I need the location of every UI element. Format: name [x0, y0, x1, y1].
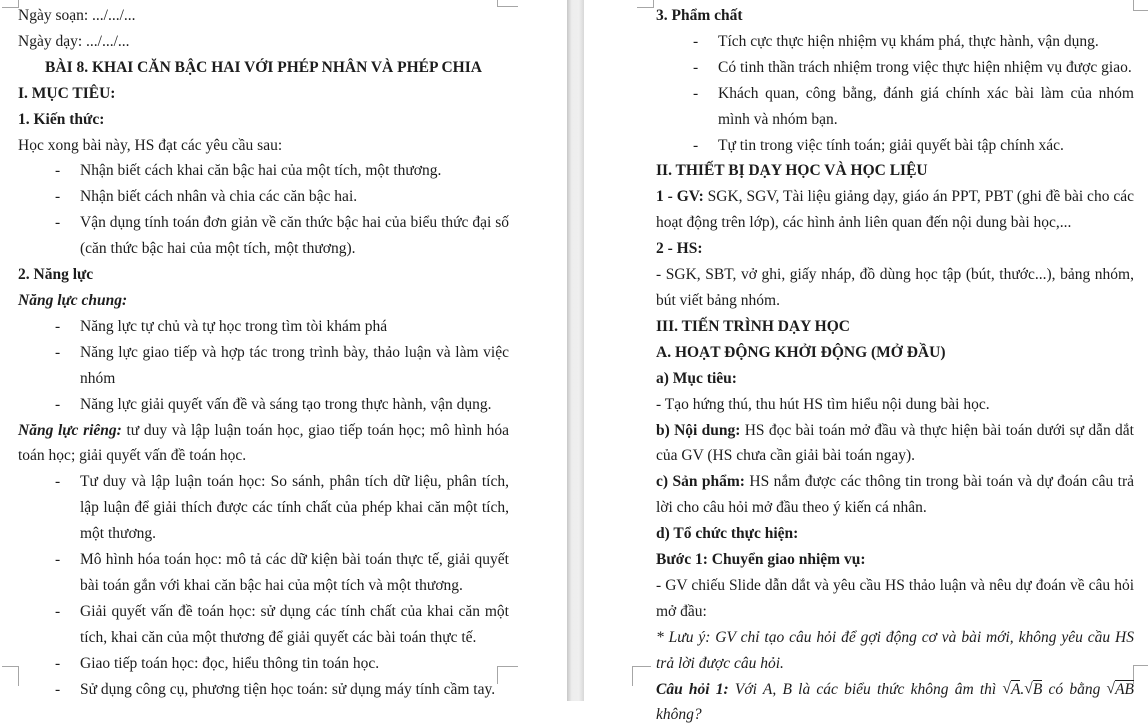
heading: 2. Năng lực [18, 266, 94, 284]
list-item: - Tích cực thực hiện nhiệm vụ khám phá, thực hành, vận dụng. [656, 29, 1134, 55]
text-run: không? [656, 706, 702, 724]
list-item: - Sử dụng công cụ, phương tiện học toán: sử dụng máy tính cầm tay. [18, 677, 509, 703]
margin-corner-mark [1133, 665, 1148, 684]
list-item: - Năng lực giao tiếp và hợp tác trong trình bày, thảo luận và làm việc nhóm [18, 340, 509, 392]
heading: d) Tổ chức thực hiện: [656, 525, 799, 543]
document-page-1[interactable] [0, 0, 568, 701]
text-run: Câu hỏi 1: [656, 680, 729, 698]
bullet-dash: - [55, 317, 61, 335]
bullet-dash: - [693, 136, 699, 154]
margin-corner-mark [637, 0, 654, 8]
bullet-dash: - [693, 58, 699, 76]
bullet-dash: - [693, 84, 699, 102]
square-root-expression: √A [1002, 679, 1021, 698]
page-2-text-area [656, 3, 1134, 728]
paragraph: c) Sản phẩm: HS nắm được các thông tin trong bài toán và dự đoán câu trả lời cho câu hỏi mở đầu theo ý kiến cá nhân. [656, 473, 1134, 517]
document-page-2[interactable] [584, 0, 1147, 724]
bullet-dash: - [55, 654, 61, 672]
heading: III. TIẾN TRÌNH DẠY HỌC [656, 317, 850, 335]
heading-italic: Năng lực chung: [18, 291, 128, 309]
paragraph-lead: 1 - GV: [656, 188, 704, 206]
page-1-text-area [18, 3, 509, 702]
paragraph: Học xong bài này, HS đạt các yêu cầu sau: [18, 136, 283, 154]
page-gap [567, 0, 584, 701]
bullet-dash: - [55, 188, 61, 206]
list-item: - Giải quyết vấn đề toán học: sử dụng các tính chất của khai căn một tích, khai căn của một thương để giải quyết các bài toán thực tế. [18, 599, 509, 651]
bullet-dash: - [55, 551, 61, 569]
paragraph: Ngày dạy: .../.../... [18, 32, 130, 50]
list-item: - Năng lực tự chủ và tự học trong tìm tòi khám phá [18, 314, 509, 340]
note-paragraph: * Lưu ý: GV chỉ tạo câu hỏi để gợi động cơ và bài mới, không yêu cầu HS trả lời được câu hỏi. [656, 628, 1134, 672]
heading: I. MỤC TIÊU: [18, 84, 116, 102]
margin-corner-mark [1133, 0, 1148, 11]
margin-corner-mark [2, 666, 19, 686]
paragraph-lead: b) Nội dung: [656, 421, 741, 439]
text-run: Với A, B là các biểu thức không âm thì [728, 680, 1003, 698]
bullet-dash: - [55, 214, 61, 232]
paragraph: b) Nội dung: HS đọc bài toán mở đầu và thực hiện bài toán dưới sự dẫn dắt của GV (HS chưa cần giải bài toán ngay). [656, 421, 1134, 465]
paragraph: 1 - GV: SGK, SGV, Tài liệu giảng dạy, giáo án PPT, PBT (ghi đề bài cho các hoạt động trên lớp), các hình ảnh liên quan đến nội dung bài học,... [656, 188, 1134, 232]
list-item: - Vận dụng tính toán đơn giản về căn thức bậc hai của biểu thức đại số (căn thức bậc hai của một tích, một thương). [18, 210, 509, 262]
list-item: - Tự tin trong việc tính toán; giải quyết bài tập chính xác. [656, 133, 1134, 159]
heading: Bước 1: Chuyển giao nhiệm vụ: [656, 551, 866, 569]
list-item: - Năng lực giải quyết vấn đề và sáng tạo trong thực hành, vận dụng. [18, 392, 509, 418]
list-item: - Mô hình hóa toán học: mô tả các dữ kiện bài toán thực tế, giải quyết bài toán gắn với khai căn bậc hai của một tích và một thương. [18, 547, 509, 599]
heading: A. HOẠT ĐỘNG KHỞI ĐỘNG (MỞ ĐẦU) [656, 343, 946, 361]
text-run: có bằng [1042, 680, 1107, 698]
bullet-dash: - [55, 680, 61, 698]
margin-corner-mark [2, 0, 19, 8]
bullet-dash: - [55, 162, 61, 180]
list-item: - Tư duy và lập luận toán học: So sánh, phân tích dữ liệu, phân tích, lập luận để giải thích được các tính chất của phép khai căn một tích, một thương. [18, 469, 509, 547]
list-item: - Giao tiếp toán học: đọc, hiểu thông tin toán học. [18, 651, 509, 677]
heading: 1. Kiến thức: [18, 110, 105, 128]
heading: 2 - HS: [656, 240, 703, 258]
bullet-dash: - [693, 32, 699, 50]
paragraph: - SGK, SBT, vở ghi, giấy nháp, đồ dùng học tập (bút, thước...), bảng nhóm, bút viết bảng nhóm. [656, 266, 1134, 309]
bullet-dash: - [55, 473, 61, 491]
paragraph-lead: Năng lực riêng: [18, 421, 122, 439]
bullet-dash: - [55, 602, 61, 620]
paragraph: Năng lực riêng: tư duy và lập luận toán học, giao tiếp toán học; mô hình hóa toán học; giải quyết vấn đề toán học. [18, 421, 509, 465]
heading: 3. Phẩm chất [656, 7, 743, 24]
lesson-title: BÀI 8. KHAI CĂN BẬC HAI VỚI PHÉP NHÂN VÀ PHÉP CHIA [45, 58, 482, 76]
paragraph: - GV chiếu Slide dẫn dắt và yêu cầu HS thảo luận và nêu dự đoán về câu hỏi mở đầu: [656, 576, 1134, 620]
square-root-expression: √B [1024, 679, 1043, 698]
square-root-expression: √AB [1106, 679, 1134, 698]
list-item: - Khách quan, công bằng, đánh giá chính xác bài làm của nhóm mình và nhóm bạn. [656, 81, 1134, 133]
text-run: . [1020, 680, 1025, 698]
heading: II. THIẾT BỊ DẠY HỌC VÀ HỌC LIỆU [656, 162, 928, 180]
margin-corner-mark [632, 666, 651, 686]
paragraph-lead: c) Sản phẩm: [656, 473, 745, 491]
heading: a) Mục tiêu: [656, 369, 737, 387]
list-item: - Nhận biết cách nhân và chia các căn bậc hai. [18, 184, 509, 210]
list-item: - Có tinh thần trách nhiệm trong việc thực hiện nhiệm vụ được giao. [656, 55, 1134, 81]
paragraph: - Tạo hứng thú, thu hút HS tìm hiểu nội dung bài học. [656, 395, 990, 413]
list-item: - Nhận biết cách khai căn bậc hai của một tích, một thương. [18, 158, 509, 184]
bullet-dash: - [55, 343, 61, 361]
paragraph: Ngày soạn: .../.../... [18, 7, 136, 24]
bullet-dash: - [55, 395, 61, 413]
question-paragraph [656, 677, 1134, 728]
